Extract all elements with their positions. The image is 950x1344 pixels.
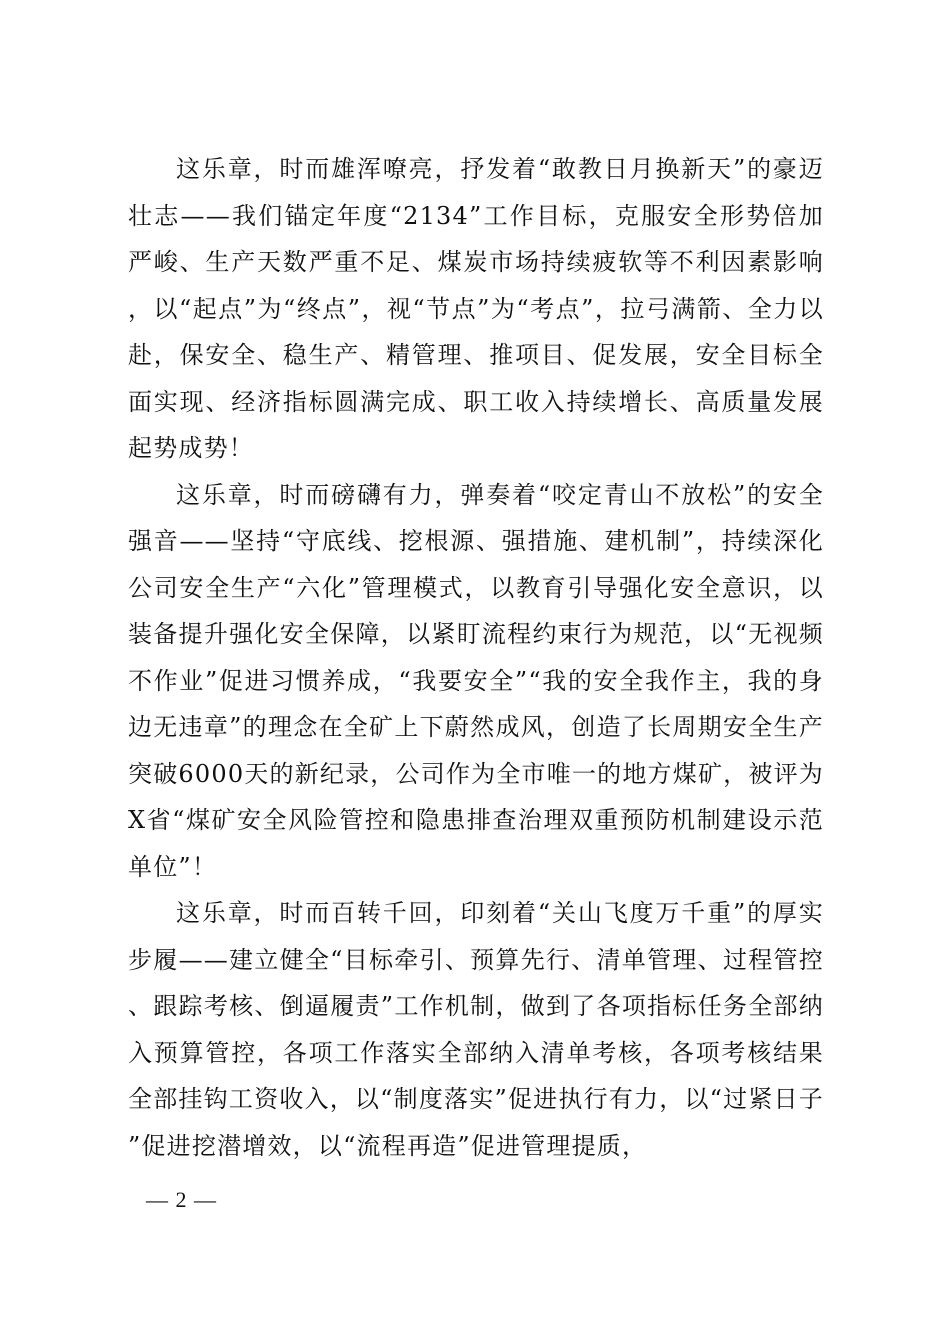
page-number: — 2 — xyxy=(146,1187,217,1212)
paragraph-2: 这乐章，时而磅礴有力，弹奏着“咬定青山不放松”的安全强音——坚持“守底线、挖根源、强措施、建机制”，持续深化公司安全生产“六化”管理模式，以教育引导强化安全意识，以装备提升强化安全保障，以紧盯流程约束行为规范，以“无视频不作业”促进习惯养成，“我要安全”“我的安全我作主，我的身边无违章”的理念在全矿上下蔚然成风，创造了长周期安全生产突破6000天的新纪录，公司作为全市唯一的地方煤矿，被评为X省“煤矿安全风险管控和隐患排查治理双重预防机制建设示范单位”！ xyxy=(128,480,824,881)
document-body xyxy=(128,146,824,1169)
paragraph-1: 这乐章，时而雄浑嘹亮，抒发着“敢教日月换新天”的豪迈壮志——我们锚定年度“2134”工作目标，克服安全形势倍加严峻、生产天数严重不足、煤炭市场持续疲软等不利因素影响，以“起点”为“终点”，视“节点”为“考点”，拉弓满箭、全力以赴，保安全、稳生产、精管理、推项目、促发展，安全目标全面实现、经济指标圆满完成、职工收入持续增长、高质量发展起势成势！ xyxy=(128,155,824,462)
paragraph-3: 这乐章，时而百转千回，印刻着“关山飞度万千重”的厚实步履——建立健全“目标牵引、预算先行、清单管理、过程管控、跟踪考核、倒逼履责”工作机制，做到了各项指标任务全部纳入预算管控，各项工作落实全部纳入清单考核，各项考核结果全部挂钩工资收入，以“制度落实”促进执行有力，以“过紧日子”促进挖潜增效，以“流程再造”促进管理提质， xyxy=(128,899,824,1160)
